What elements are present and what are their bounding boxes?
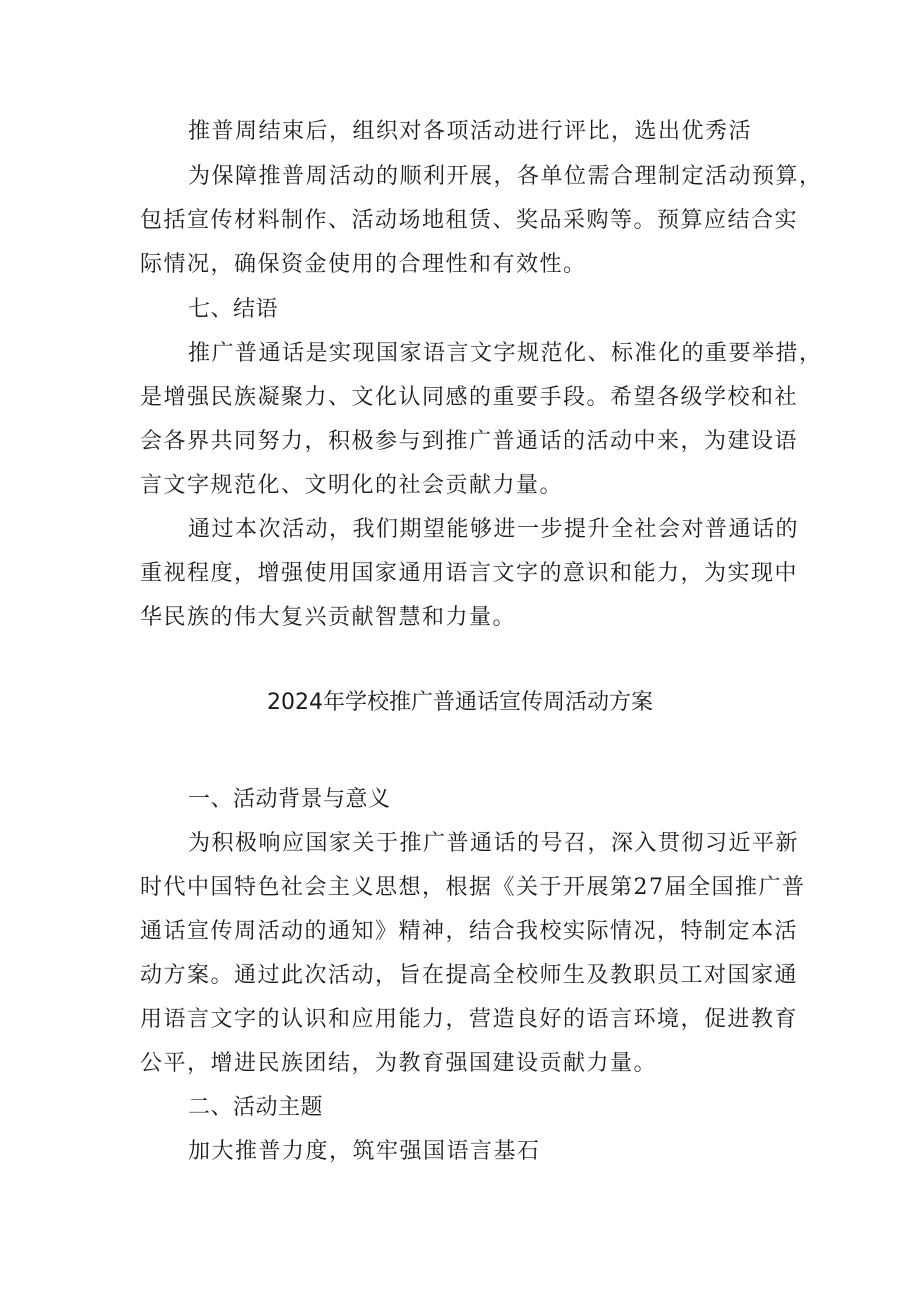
- paragraph-line: 际情况，确保资金使用的合理性和有效性。: [140, 252, 587, 277]
- paragraph-line: 为积极响应国家关于推广普通话的号召，深入贯彻习近平新: [188, 831, 800, 856]
- section-heading-theme: 二、活动主题: [188, 1095, 324, 1120]
- paragraph-line: 推广普通话是实现国家语言文字规范化、标准化的重要举措，: [188, 341, 823, 366]
- paragraph-line: 为保障推普周活动的顺利开展，各单位需合理制定活动预算，: [188, 164, 823, 189]
- paragraph-line: 推普周结束后，组织对各项活动进行评比，选出优秀活: [188, 119, 753, 144]
- paragraph-line: 包括宣传材料制作、活动场地租赁、奖品采购等。预算应结合实: [140, 208, 799, 233]
- paragraph-line: 通过本次活动，我们期望能够进一步提升全社会对普通话的: [188, 517, 800, 542]
- paragraph-line: 重视程度，增强使用国家通用语言文字的意识和能力，为实现中: [140, 561, 799, 586]
- section-heading-conclusion: 七、结语: [188, 297, 279, 322]
- document-title: 2024年学校推广普通话宣传周活动方案: [267, 690, 653, 715]
- paragraph-line: 公平，增进民族团结，为教育强国建设贡献力量。: [140, 1051, 658, 1076]
- paragraph-line: 用语言文字的认识和应用能力，营造良好的语言环境，促进教育: [140, 1007, 799, 1032]
- paragraph-line: 动方案。通过此次活动，旨在提高全校师生及教职员工对国家通: [140, 963, 799, 988]
- paragraph-line: 是增强民族凝聚力、文化认同感的重要手段。希望各级学校和社: [140, 385, 799, 410]
- paragraph-line: 通话宣传周活动的通知》精神，结合我校实际情况，特制定本活: [140, 919, 799, 944]
- paragraph-line: 会各界共同努力，积极参与到推广普通话的活动中来，为建设语: [140, 429, 799, 454]
- section-heading-background: 一、活动背景与意义: [188, 787, 391, 812]
- paragraph-line: 时代中国特色社会主义思想，根据《关于开展第27届全国推广普: [140, 875, 806, 900]
- paragraph-line: 言文字规范化、文明化的社会贡献力量。: [140, 473, 564, 498]
- theme-slogan: 加大推普力度，筑牢强国语言基石: [188, 1139, 541, 1164]
- paragraph-line: 华民族的伟大复兴贡献智慧和力量。: [140, 605, 517, 630]
